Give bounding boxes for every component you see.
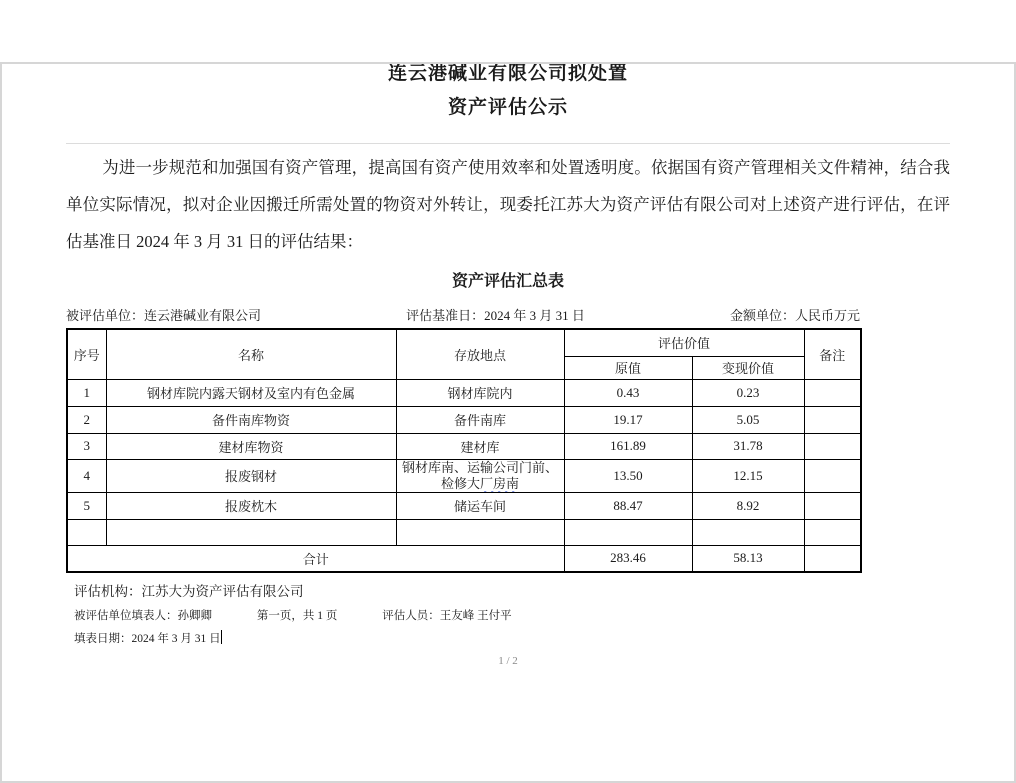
spellcheck-wavy-underline-text: 厂房南 [480, 475, 520, 491]
cell-seq: 4 [67, 459, 106, 492]
footer-filler-person: 被评估单位填表人：孙卿卿 [74, 610, 212, 622]
cell-name: 建材库物资 [106, 433, 396, 459]
footer-agency: 评估机构：江苏大为资产评估有限公司 [74, 584, 304, 599]
cell-location: 储运车间 [396, 492, 564, 519]
cell-seq: 5 [67, 492, 106, 519]
cell-name: 钢材库院内露天钢材及室内有色金属 [106, 379, 396, 406]
table-row [67, 379, 861, 406]
cell-name [106, 519, 396, 545]
asset-summary-table [66, 328, 862, 573]
cell-location: 备件南库 [396, 406, 564, 433]
cell-name: 报废钢材 [106, 459, 396, 492]
cell-remark [804, 406, 861, 433]
page-number: 1 / 2 [498, 655, 518, 667]
cell-location: 建材库 [396, 433, 564, 459]
location-line-1: 钢材库南、运输公司门前、 [401, 459, 558, 475]
total-original: 283.46 [564, 545, 692, 572]
cell-realizable: 31.78 [692, 433, 804, 459]
cell-seq [67, 519, 106, 545]
meta-base-date: 评估基准日：2024 年 3 月 31 日 [406, 308, 585, 323]
table-meta-row [66, 305, 860, 324]
location-line-2-text: 检修大 [440, 475, 480, 491]
cell-remark [804, 519, 861, 545]
total-remark [804, 545, 861, 572]
cell-location [396, 459, 564, 492]
cell-remark [804, 492, 861, 519]
cell-realizable: 0.23 [692, 379, 804, 406]
page-title-line1: 连云港碱业有限公司拟处置 [387, 63, 628, 84]
meta-evaluated-unit: 被评估单位：连云港碱业有限公司 [66, 308, 262, 323]
cell-location [396, 519, 564, 545]
cell-realizable: 12.15 [692, 459, 804, 492]
table-row [67, 406, 861, 433]
document-page[interactable] [0, 62, 1016, 667]
footer-page-info: 第一页，共 1 页 [256, 610, 338, 622]
cell-original: 13.50 [564, 459, 692, 492]
text-cursor [221, 630, 222, 644]
cell-original: 0.43 [564, 379, 692, 406]
table-header-row-1 [67, 329, 861, 356]
total-realizable: 58.13 [692, 545, 804, 572]
col-header-remark: 备注 [804, 329, 861, 379]
table-row-empty [67, 519, 861, 545]
cell-seq: 2 [67, 406, 106, 433]
cell-original: 88.47 [564, 492, 692, 519]
footer-fill-date: 填表日期：2024 年 3 月 31 日 [74, 633, 221, 645]
table-row [67, 433, 861, 459]
cell-seq: 1 [67, 379, 106, 406]
col-header-location: 存放地点 [396, 329, 564, 379]
summary-table-title: 资产评估汇总表 [451, 273, 564, 290]
footer-filler-row [66, 607, 950, 623]
page-title-line2: 资产评估公示 [447, 97, 568, 118]
col-header-value-group: 评估价值 [564, 329, 804, 356]
cell-name: 报废枕木 [106, 492, 396, 519]
table-row [67, 459, 861, 492]
cell-remark [804, 379, 861, 406]
cell-realizable [692, 519, 804, 545]
cell-name: 备件南库物资 [106, 406, 396, 433]
table-total-row [67, 545, 861, 572]
cell-seq: 3 [67, 433, 106, 459]
total-label: 合计 [67, 545, 564, 572]
cell-original [564, 519, 692, 545]
section-divider [66, 143, 950, 144]
col-header-original: 原值 [564, 356, 692, 379]
location-line-2 [397, 476, 564, 492]
cell-original: 161.89 [564, 433, 692, 459]
cell-remark [804, 433, 861, 459]
footer-staff: 评估人员：王友峰 王付平 [382, 610, 512, 622]
cell-realizable: 8.92 [692, 492, 804, 519]
table-row [67, 492, 861, 519]
meta-amount-unit: 金额单位：人民币万元 [729, 308, 860, 323]
col-header-name: 名称 [106, 329, 396, 379]
cell-location: 钢材库院内 [396, 379, 564, 406]
intro-paragraph: 为进一步规范和加强国有资产管理，提高国有资产使用效率和处置透明度。依据国有资产管理相关文件精神，结合我单位实际情况，拟对企业因搬迁所需处置的物资对外转让，现委托江苏大为资产评估有限公司对上述资产进行评估，在评估基准日 2024 年 3 月 31 日的评估结果： [66, 158, 950, 251]
col-header-seq: 序号 [67, 329, 106, 379]
cell-original: 19.17 [564, 406, 692, 433]
footer-fill-date-row [66, 630, 950, 646]
col-header-realizable: 变现价值 [692, 356, 804, 379]
cell-remark [804, 459, 861, 492]
cell-realizable: 5.05 [692, 406, 804, 433]
